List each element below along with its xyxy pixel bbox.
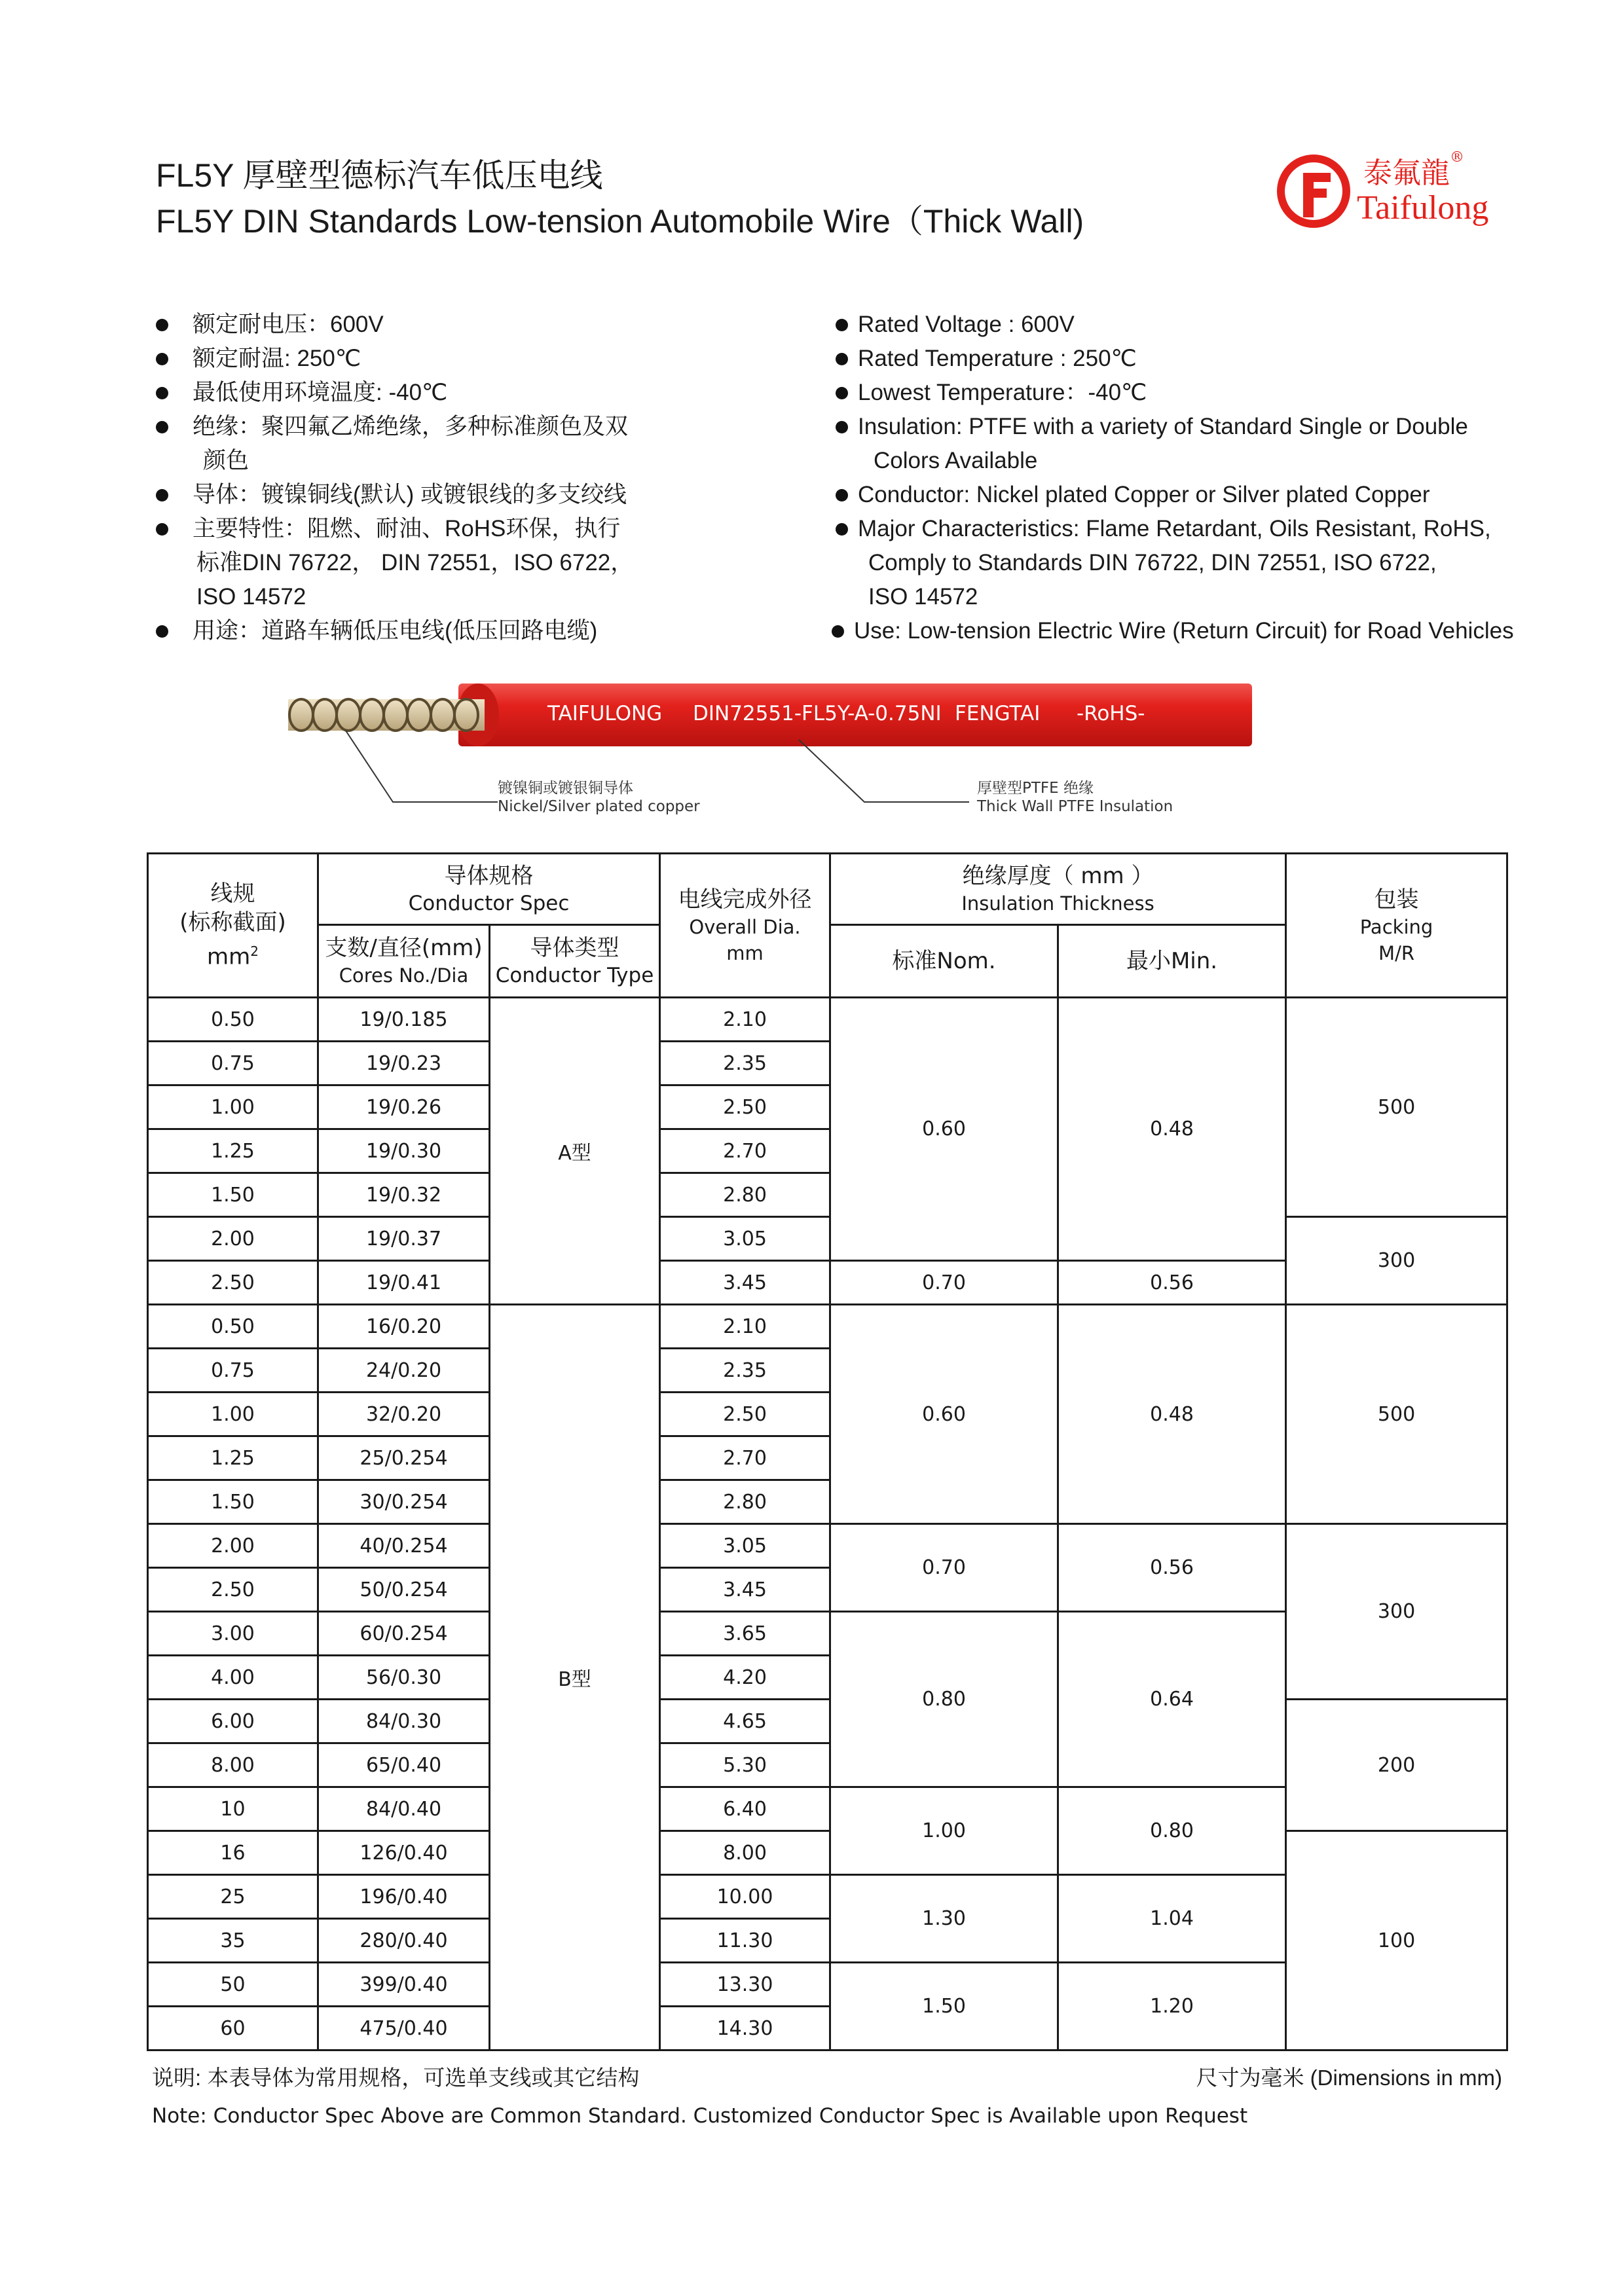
conductor-type-b: B型	[490, 1305, 660, 2050]
spec-item-en-continued	[836, 444, 1549, 478]
cell-overall-dia: 2.80	[660, 1480, 830, 1524]
cell-size: 50	[148, 1963, 318, 2007]
header-min-text: 最小Min.	[1126, 948, 1218, 974]
cell-packing: 200	[1286, 1700, 1507, 1831]
spec-item-en	[836, 376, 1549, 410]
header-overall-dia	[660, 854, 830, 998]
spec-table	[147, 852, 1508, 2051]
cell-overall-dia: 14.30	[660, 2007, 830, 2050]
header-pack-cn: 包装	[1374, 886, 1419, 913]
table-header-row	[148, 854, 1507, 925]
cell-cores: 65/0.40	[318, 1743, 490, 1787]
cell-size: 2.00	[148, 1524, 318, 1568]
wire-print-rohs: -RoHS-	[1077, 702, 1145, 725]
cell-overall-dia: 2.10	[660, 998, 830, 1042]
cell-cores: 19/0.26	[318, 1085, 490, 1129]
header-ins-en: Insulation Thickness	[961, 892, 1154, 915]
insulation-callout-line	[799, 740, 969, 802]
cell-packing: 100	[1286, 1831, 1507, 2050]
spec-text: 导体：镀镍铜线(默认) 或镀银线的多支绞线	[193, 482, 627, 507]
header-dia-en: Overall Dia.	[689, 915, 801, 938]
cell-size: 0.75	[148, 1349, 318, 1393]
spec-text: 最低使用环境温度: -40℃	[193, 380, 448, 405]
cell-insulation-min: 0.48	[1058, 998, 1286, 1261]
cell-overall-dia: 2.70	[660, 1436, 830, 1480]
spec-item-en	[836, 342, 1549, 376]
table-row	[148, 1524, 1507, 1568]
spec-text: ISO 14572	[868, 584, 978, 610]
cell-size: 1.25	[148, 1129, 318, 1173]
conductor-callout-cn: 镀镍铜或镀银铜导体	[498, 780, 633, 797]
unit-superscript: 2	[250, 943, 259, 960]
header-ins-cn: 绝缘厚度（ mm ）	[962, 863, 1154, 889]
header-nom-text: 标准Nom.	[892, 948, 996, 974]
cell-size: 1.00	[148, 1085, 318, 1129]
cell-insulation-min: 1.20	[1058, 1963, 1286, 2050]
note-cn: 说明: 本表导体为常用规格，可选单支线或其它结构	[152, 2066, 640, 2090]
cell-size: 1.50	[148, 1173, 318, 1217]
insulation-callout-cn: 厚壁型PTFE 绝缘	[977, 780, 1094, 797]
cell-insulation-min: 0.80	[1058, 1787, 1286, 1875]
spec-item-cn	[156, 614, 811, 648]
cell-overall-dia: 2.50	[660, 1393, 830, 1436]
cell-overall-dia: 2.70	[660, 1129, 830, 1173]
bullet-icon	[836, 489, 848, 501]
header-pack-en: Packing	[1359, 915, 1433, 938]
spec-item-cn	[156, 410, 811, 444]
cell-overall-dia: 6.40	[660, 1787, 830, 1831]
cell-size: 25	[148, 1875, 318, 1919]
cell-cores: 19/0.23	[318, 1042, 490, 1085]
cell-insulation-min: 0.64	[1058, 1612, 1286, 1787]
cell-cores: 50/0.254	[318, 1568, 490, 1612]
table-row	[148, 1831, 1507, 1875]
cell-size: 0.50	[148, 1305, 318, 1349]
cell-packing: 300	[1286, 1217, 1507, 1305]
cell-insulation-min: 0.56	[1058, 1261, 1286, 1305]
cell-packing: 500	[1286, 1305, 1507, 1524]
bullet-icon	[156, 353, 168, 365]
spec-list-en	[836, 308, 1549, 648]
cell-overall-dia: 2.10	[660, 1305, 830, 1349]
cell-insulation-min: 0.56	[1058, 1524, 1286, 1612]
spec-item-en	[836, 308, 1549, 342]
table-row	[148, 1217, 1507, 1261]
cell-cores: 32/0.20	[318, 1393, 490, 1436]
spec-item-cn	[156, 512, 811, 546]
header-conductor-cn: 导体规格	[444, 863, 534, 889]
table-row	[148, 1700, 1507, 1743]
table-row	[148, 1305, 1507, 1349]
cell-insulation-nom: 0.60	[830, 998, 1058, 1261]
spec-item-en	[836, 410, 1549, 444]
cell-insulation-nom: 0.80	[830, 1612, 1058, 1787]
page-title-en: FL5Y DIN Standards Low-tension Automobile Wire（Thick Wall)	[156, 203, 1084, 240]
cell-overall-dia: 3.45	[660, 1568, 830, 1612]
cell-size: 8.00	[148, 1743, 318, 1787]
cell-cores: 196/0.40	[318, 1875, 490, 1919]
cell-insulation-nom: 1.00	[830, 1787, 1058, 1875]
cell-cores: 60/0.254	[318, 1612, 490, 1656]
cell-size: 1.00	[148, 1393, 318, 1436]
cell-overall-dia: 2.35	[660, 1349, 830, 1393]
spec-item-cn-continued	[156, 580, 811, 614]
header-minimum	[1058, 925, 1286, 998]
spec-text: 主要特性：阻燃、耐油、RoHS环保，执行	[193, 516, 621, 541]
header-dia-unit: mm	[726, 941, 764, 964]
spec-item-cn	[156, 342, 811, 376]
insulation-callout-en: Thick Wall PTFE Insulation	[977, 798, 1173, 815]
cell-cores: 19/0.41	[318, 1261, 490, 1305]
spec-item-en	[836, 512, 1549, 546]
spec-text: Lowest Temperature：-40℃	[858, 380, 1147, 405]
cell-packing: 300	[1286, 1524, 1507, 1700]
cell-overall-dia: 2.50	[660, 1085, 830, 1129]
cell-overall-dia: 3.45	[660, 1261, 830, 1305]
cell-cores: 19/0.30	[318, 1129, 490, 1173]
spec-text: 用途：道路车辆低压电线(低压回路电缆)	[193, 618, 598, 644]
cell-size: 2.50	[148, 1568, 318, 1612]
header-type-en: Conductor Type	[495, 964, 654, 987]
cell-size: 1.50	[148, 1480, 318, 1524]
bullet-icon	[156, 319, 168, 331]
cell-size: 3.00	[148, 1612, 318, 1656]
spec-item-cn	[156, 308, 811, 342]
header-gauge-cn-sub: (标称截面)	[179, 909, 286, 936]
header-dia-cn: 电线完成外径	[678, 886, 812, 913]
cell-overall-dia: 13.30	[660, 1963, 830, 2007]
spec-text: Colors Available	[874, 448, 1038, 473]
cell-size: 0.75	[148, 1042, 318, 1085]
conductor-callout	[498, 779, 700, 816]
spec-item-cn	[156, 478, 811, 512]
spec-text: ISO 14572	[196, 584, 306, 610]
spec-item-cn-continued	[156, 546, 811, 580]
cell-size: 16	[148, 1831, 318, 1875]
cell-size: 6.00	[148, 1700, 318, 1743]
cell-overall-dia: 4.65	[660, 1700, 830, 1743]
spec-item-en-continued	[836, 580, 1549, 614]
cell-cores: 126/0.40	[318, 1831, 490, 1875]
cell-cores: 19/0.37	[318, 1217, 490, 1261]
wire-print-brand: TAIFULONG	[547, 702, 663, 725]
spec-text: Use: Low-tension Electric Wire (Return Circuit) for Road Vehicles	[854, 618, 1514, 644]
logo-text-cn	[1363, 149, 1464, 191]
cell-size: 35	[148, 1919, 318, 1963]
cell-cores: 40/0.254	[318, 1524, 490, 1568]
insulation-callout	[977, 779, 1173, 816]
header-gauge-unit	[149, 937, 317, 971]
cell-overall-dia: 5.30	[660, 1743, 830, 1787]
bullet-icon	[156, 523, 168, 536]
spec-item-cn-continued	[156, 444, 811, 478]
cell-cores: 399/0.40	[318, 1963, 490, 2007]
cell-overall-dia: 8.00	[660, 1831, 830, 1875]
cell-overall-dia: 3.05	[660, 1217, 830, 1261]
conductor-type-a: A型	[490, 998, 660, 1305]
bullet-icon	[156, 387, 168, 399]
cell-cores: 280/0.40	[318, 1919, 490, 1963]
cell-overall-dia: 2.80	[660, 1173, 830, 1217]
spec-text: 绝缘：聚四氟乙烯绝缘，多种标准颜色及双	[193, 414, 629, 439]
header-cores	[318, 925, 490, 998]
cell-overall-dia: 3.65	[660, 1612, 830, 1656]
cell-overall-dia: 10.00	[660, 1875, 830, 1919]
cell-packing: 500	[1286, 998, 1507, 1217]
cell-size: 60	[148, 2007, 318, 2050]
bullet-icon	[156, 421, 168, 433]
bullet-icon	[836, 353, 848, 365]
cell-size: 10	[148, 1787, 318, 1831]
spec-text: Major Characteristics: Flame Retardant, Oils Resistant, RoHS,	[858, 516, 1491, 541]
spec-text: Rated Temperature : 250℃	[858, 346, 1137, 371]
spec-item-cn	[156, 376, 811, 410]
bullet-icon	[836, 421, 848, 433]
header-type-cn: 导体类型	[530, 935, 619, 961]
spec-text: 标准DIN 76722， DIN 72551，ISO 6722，	[196, 550, 634, 575]
cell-insulation-nom: 1.50	[830, 1963, 1058, 2050]
header-packing	[1286, 854, 1507, 998]
cell-overall-dia: 2.35	[660, 1042, 830, 1085]
header-conductor-spec	[318, 854, 660, 925]
bullet-icon	[836, 319, 848, 331]
cell-overall-dia: 11.30	[660, 1919, 830, 1963]
cell-insulation-nom: 0.70	[830, 1261, 1058, 1305]
cell-size: 1.25	[148, 1436, 318, 1480]
logo-f-mark	[1303, 173, 1331, 217]
logo-text-en: Taifulong	[1357, 189, 1489, 227]
bullet-icon	[836, 387, 848, 399]
table-row	[148, 998, 1507, 1042]
cell-cores: 24/0.20	[318, 1349, 490, 1393]
cell-size: 2.50	[148, 1261, 318, 1305]
note-en: Note: Conductor Spec Above are Common Standard. Customized Conductor Spec is Available upon Request	[152, 2104, 1248, 2128]
page-title-cn: FL5Y 厚壁型德标汽车低压电线	[156, 157, 603, 194]
spec-text: 额定耐电压：600V	[193, 312, 384, 337]
spec-item-en	[836, 478, 1549, 512]
logo-cn: 泰氟龍	[1363, 156, 1450, 190]
cell-size: 0.50	[148, 998, 318, 1042]
cell-insulation-nom: 0.70	[830, 1524, 1058, 1612]
header-nominal	[830, 925, 1058, 998]
cell-cores: 84/0.30	[318, 1700, 490, 1743]
header-insulation-thickness	[830, 854, 1286, 925]
cell-cores: 84/0.40	[318, 1787, 490, 1831]
spec-item-en	[836, 614, 1549, 648]
cell-cores: 30/0.254	[318, 1480, 490, 1524]
header-cores-en: Cores No./Dia	[339, 964, 469, 987]
wire-print-fengtai: FENGTAI	[955, 702, 1041, 725]
unit-text: mm	[207, 943, 251, 970]
cell-size: 4.00	[148, 1656, 318, 1700]
cell-size: 2.00	[148, 1217, 318, 1261]
header-pack-unit: M/R	[1378, 941, 1414, 964]
bullet-icon	[156, 489, 168, 501]
cell-overall-dia: 4.20	[660, 1656, 830, 1700]
conductor-callout-en: Nickel/Silver plated copper	[498, 798, 700, 815]
cell-overall-dia: 3.05	[660, 1524, 830, 1568]
bullet-icon	[156, 625, 168, 638]
spec-item-en-continued	[836, 546, 1549, 580]
bullet-icon	[832, 625, 844, 638]
header-gauge	[148, 854, 318, 998]
cell-insulation-min: 1.04	[1058, 1875, 1286, 1963]
cell-insulation-nom: 0.60	[830, 1305, 1058, 1524]
cell-insulation-min: 0.48	[1058, 1305, 1286, 1524]
cell-cores: 25/0.254	[318, 1436, 490, 1480]
spec-text: 额定耐温: 250℃	[193, 346, 361, 371]
logo-registered-mark: ®	[1450, 149, 1464, 166]
header-conductor-en: Conductor Spec	[408, 892, 570, 915]
cell-cores: 16/0.20	[318, 1305, 490, 1349]
header-gauge-cn: 线规	[210, 881, 255, 907]
cell-cores: 56/0.30	[318, 1656, 490, 1700]
spec-text: Conductor: Nickel plated Copper or Silver plated Copper	[858, 482, 1430, 507]
spec-text: Comply to Standards DIN 76722, DIN 72551, ISO 6722,	[868, 550, 1437, 575]
spec-text: 颜色	[203, 448, 249, 473]
spec-text: Insulation: PTFE with a variety of Standard Single or Double	[858, 414, 1468, 439]
cell-insulation-nom: 1.30	[830, 1875, 1058, 1963]
cell-cores: 19/0.32	[318, 1173, 490, 1217]
spec-list-cn	[156, 308, 811, 648]
header-conductor-type	[490, 925, 660, 998]
cell-cores: 19/0.185	[318, 998, 490, 1042]
bullet-icon	[836, 523, 848, 536]
wire-print-code: DIN72551-FL5Y-A-0.75NI	[693, 702, 942, 725]
cell-cores: 475/0.40	[318, 2007, 490, 2050]
header-cores-cn: 支数/直径(mm)	[325, 935, 483, 961]
spec-text: Rated Voltage : 600V	[858, 312, 1075, 337]
dimensions-note: 尺寸为毫米 (Dimensions in mm)	[1196, 2066, 1502, 2090]
